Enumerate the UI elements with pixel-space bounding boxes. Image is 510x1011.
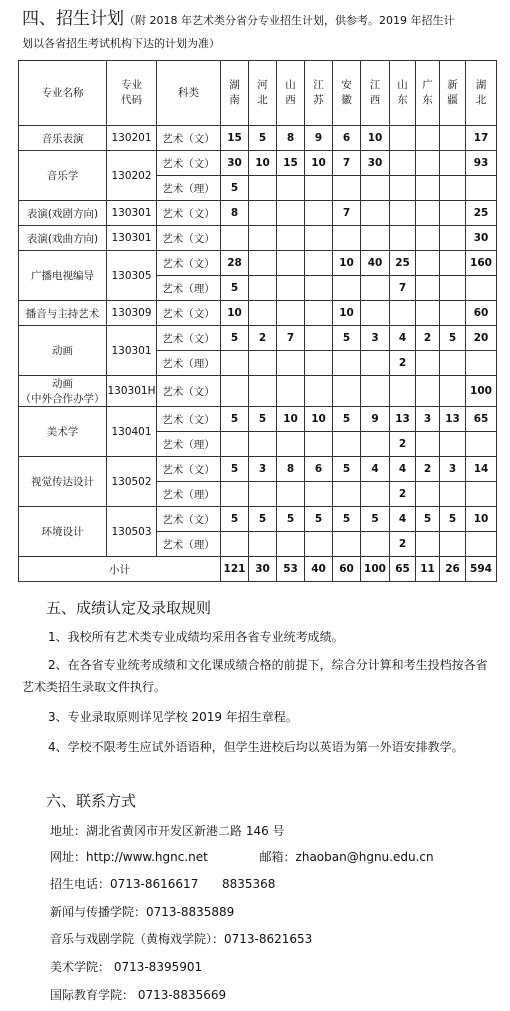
email-link[interactable]: zhaoban@hgnu.edu.cn: [295, 850, 434, 864]
quota-cell: [440, 176, 466, 201]
quota-cell: [390, 176, 416, 201]
quota-cell: [361, 226, 390, 251]
phone-number-2: 8835368: [221, 877, 276, 891]
quota-cell: 8: [221, 201, 249, 226]
quota-cell: [390, 301, 416, 326]
website-link[interactable]: http://www.hgnc.net: [86, 850, 208, 864]
quota-cell: [416, 251, 440, 276]
subtotal-cell: 65: [390, 557, 416, 582]
major-code-cell: 130309: [107, 301, 157, 326]
quota-cell: [440, 201, 466, 226]
major-code-cell: 130301H: [107, 376, 157, 407]
quota-cell: [305, 351, 333, 376]
major-name-cell: 环境设计: [19, 507, 107, 557]
category-cell: 艺术（文）: [157, 151, 221, 176]
section-4-note-line2: 划以各省招生考试机构下达的计划为准）: [22, 37, 220, 50]
table-row: [19, 326, 497, 351]
phone-label: 招生电话：: [50, 877, 111, 891]
quota-cell: [221, 226, 249, 251]
quota-cell: [416, 176, 440, 201]
quota-cell: [333, 376, 361, 407]
category-cell: 艺术（文）: [157, 376, 221, 407]
quota-cell: [466, 482, 497, 507]
quota-cell: [466, 176, 497, 201]
subtotal-row: [19, 557, 497, 582]
major-code-cell: 130301: [107, 226, 157, 251]
header-province: 广东: [416, 61, 440, 126]
rule-paragraph-2: 2、在各省专业统考成绩和文化课成绩合格的前提下，综合分计算和考生投档按各省艺术类招生录取文件执行。: [22, 658, 488, 694]
quota-cell: [305, 376, 333, 407]
quota-cell: 5: [333, 457, 361, 482]
quota-cell: [249, 276, 277, 301]
quota-cell: [416, 351, 440, 376]
major-name-cell: 音乐学: [19, 151, 107, 201]
quota-cell: [249, 532, 277, 557]
quota-cell: [277, 301, 305, 326]
header-province: 河北: [249, 61, 277, 126]
quota-cell: [333, 176, 361, 201]
category-cell: 艺术（理）: [157, 532, 221, 557]
table-row: [19, 201, 497, 226]
header-code: 专业代码: [107, 61, 157, 126]
quota-cell: [305, 482, 333, 507]
quota-cell: 10: [249, 151, 277, 176]
quota-cell: 25: [466, 201, 497, 226]
quota-cell: [249, 351, 277, 376]
quota-cell: 160: [466, 251, 497, 276]
quota-cell: 5: [249, 507, 277, 532]
quota-cell: [305, 201, 333, 226]
category-cell: 艺术（文）: [157, 507, 221, 532]
quota-cell: 25: [390, 251, 416, 276]
quota-cell: 28: [221, 251, 249, 276]
quota-cell: 5: [221, 276, 249, 301]
header-province: 山东: [390, 61, 416, 126]
header-category: 科类: [157, 61, 221, 126]
quota-cell: [277, 176, 305, 201]
table-header-row: [19, 61, 497, 126]
major-code-cell: 130502: [107, 457, 157, 507]
contact-art-school: 美术学院： 0713-8395901: [50, 960, 203, 974]
category-cell: 艺术（文）: [157, 407, 221, 432]
quota-cell: 2: [390, 482, 416, 507]
table-row: [19, 507, 497, 532]
rule-paragraph-1: 1、我校所有艺术类专业成绩均采用各省专业统考成绩。: [48, 630, 344, 644]
quota-cell: [416, 432, 440, 457]
quota-cell: 4: [361, 457, 390, 482]
quota-cell: [277, 532, 305, 557]
table-row: [19, 457, 497, 482]
quota-cell: [249, 432, 277, 457]
quota-cell: [277, 276, 305, 301]
category-cell: 艺术（理）: [157, 176, 221, 201]
quota-cell: [440, 432, 466, 457]
major-code-cell: 130301: [107, 201, 157, 226]
quota-cell: [390, 226, 416, 251]
major-name-cell: 表演(戏曲方向): [19, 226, 107, 251]
quota-cell: [361, 301, 390, 326]
contact-international-school: 国际教育学院： 0713-8835669: [50, 988, 227, 1002]
quota-cell: 5: [221, 507, 249, 532]
section-4-note-line1: （附 2018 年艺术类分省分专业招生计划，供参考。2019 年招生计: [124, 14, 455, 27]
header-province: 江苏: [305, 61, 333, 126]
quota-cell: [277, 482, 305, 507]
quota-cell: 13: [440, 407, 466, 432]
quota-cell: 5: [333, 407, 361, 432]
quota-cell: [416, 226, 440, 251]
contact-music-school: 音乐与戏剧学院（黄梅戏学院）：0713-8621653: [50, 932, 313, 946]
quota-cell: 3: [361, 326, 390, 351]
quota-cell: [305, 276, 333, 301]
major-name-cell: 广播电视编导: [19, 251, 107, 301]
quota-cell: [440, 351, 466, 376]
quota-cell: [277, 226, 305, 251]
quota-cell: [221, 376, 249, 407]
major-code-cell: 130301: [107, 326, 157, 376]
quota-cell: 17: [466, 126, 497, 151]
quota-cell: 7: [333, 151, 361, 176]
quota-cell: [361, 276, 390, 301]
quota-cell: [416, 532, 440, 557]
major-name-cell: 音乐表演: [19, 126, 107, 151]
quota-cell: 6: [305, 457, 333, 482]
quota-cell: [249, 482, 277, 507]
quota-cell: [416, 151, 440, 176]
quota-cell: [305, 176, 333, 201]
header-province: 湖南: [221, 61, 249, 126]
quota-cell: [249, 301, 277, 326]
subtotal-cell: 40: [305, 557, 333, 582]
quota-cell: 5: [361, 507, 390, 532]
quota-cell: 10: [221, 301, 249, 326]
quota-cell: [361, 432, 390, 457]
quota-cell: [305, 226, 333, 251]
quota-cell: 5: [221, 457, 249, 482]
quota-cell: [440, 226, 466, 251]
quota-cell: [440, 482, 466, 507]
quota-cell: 10: [466, 507, 497, 532]
quota-cell: [305, 301, 333, 326]
quota-cell: 10: [277, 407, 305, 432]
quota-cell: [249, 201, 277, 226]
quota-cell: 30: [221, 151, 249, 176]
category-cell: 艺术（文）: [157, 126, 221, 151]
enrollment-plan-table: [18, 60, 497, 582]
section-4-title: 四、招生计划: [22, 9, 124, 29]
quota-cell: 2: [390, 351, 416, 376]
quota-cell: [361, 351, 390, 376]
category-cell: 艺术（理）: [157, 482, 221, 507]
quota-cell: 3: [416, 407, 440, 432]
subtotal-cell: 60: [333, 557, 361, 582]
major-code-cell: 130202: [107, 151, 157, 201]
section-5-title: 五、成绩认定及录取规则: [46, 599, 212, 617]
quota-cell: 93: [466, 151, 497, 176]
table-row: [19, 251, 497, 276]
quota-cell: [416, 201, 440, 226]
quota-cell: [440, 376, 466, 407]
quota-cell: [249, 251, 277, 276]
quota-cell: [466, 532, 497, 557]
quota-cell: [333, 532, 361, 557]
quota-cell: [333, 226, 361, 251]
subtotal-cell: 53: [277, 557, 305, 582]
quota-cell: 5: [440, 326, 466, 351]
major-code-cell: 130305: [107, 251, 157, 301]
quota-cell: 2: [390, 532, 416, 557]
header-province: 山西: [277, 61, 305, 126]
quota-cell: 100: [466, 376, 497, 407]
quota-cell: 5: [277, 507, 305, 532]
quota-cell: 4: [390, 507, 416, 532]
quota-cell: [440, 251, 466, 276]
quota-cell: 6: [333, 126, 361, 151]
quota-cell: 10: [333, 251, 361, 276]
quota-cell: [249, 226, 277, 251]
header-province: 安徽: [333, 61, 361, 126]
quota-cell: [221, 351, 249, 376]
rule-paragraph-3: 3、专业录取原则详见学校 2019 年招生章程。: [48, 710, 298, 724]
section-4-heading: [22, 8, 502, 32]
contact-news-school: 新闻与传播学院：0713-8835889: [50, 905, 235, 919]
quota-cell: [361, 482, 390, 507]
quota-cell: [361, 201, 390, 226]
quota-cell: [221, 482, 249, 507]
quota-cell: 4: [390, 457, 416, 482]
table-row: [19, 407, 497, 432]
major-code-cell: 130401: [107, 407, 157, 457]
subtotal-cell: 30: [249, 557, 277, 582]
quota-cell: [416, 276, 440, 301]
major-code-cell: 130201: [107, 126, 157, 151]
quota-cell: [221, 532, 249, 557]
quota-cell: [305, 326, 333, 351]
table-row: [19, 226, 497, 251]
quota-cell: 7: [333, 201, 361, 226]
quota-cell: [361, 532, 390, 557]
quota-cell: 8: [277, 126, 305, 151]
quota-cell: [333, 351, 361, 376]
quota-cell: 5: [249, 126, 277, 151]
contact-phone-row: [50, 875, 275, 892]
major-name-cell: 表演(戏剧方向): [19, 201, 107, 226]
header-province: 湖北: [466, 61, 497, 126]
table-row: [19, 301, 497, 326]
quota-cell: 4: [390, 326, 416, 351]
quota-cell: 40: [361, 251, 390, 276]
quota-cell: 8: [277, 457, 305, 482]
quota-cell: [466, 432, 497, 457]
quota-cell: 14: [466, 457, 497, 482]
quota-cell: 5: [333, 507, 361, 532]
quota-cell: [249, 176, 277, 201]
quota-cell: 3: [249, 457, 277, 482]
subtotal-label: 小计: [19, 557, 221, 582]
quota-cell: 5: [221, 326, 249, 351]
quota-cell: [440, 276, 466, 301]
quota-cell: 9: [361, 407, 390, 432]
quota-cell: 5: [249, 407, 277, 432]
quota-cell: 13: [390, 407, 416, 432]
quota-cell: 2: [416, 457, 440, 482]
section-6-title: 六、联系方式: [46, 792, 137, 810]
rule-paragraph-4: 4、学校不限考生应试外语语种，但学生进校后均以英语为第一外语安排教学。: [48, 740, 464, 754]
subtotal-cell: 100: [361, 557, 390, 582]
quota-cell: 9: [305, 126, 333, 151]
quota-cell: 5: [416, 507, 440, 532]
quota-cell: 15: [277, 151, 305, 176]
major-code-cell: 130503: [107, 507, 157, 557]
quota-cell: [416, 301, 440, 326]
subtotal-cell: 121: [221, 557, 249, 582]
quota-cell: 5: [221, 407, 249, 432]
category-cell: 艺术（文）: [157, 251, 221, 276]
quota-cell: 65: [466, 407, 497, 432]
quota-cell: 7: [277, 326, 305, 351]
quota-cell: 5: [221, 176, 249, 201]
category-cell: 艺术（理）: [157, 276, 221, 301]
quota-cell: 7: [390, 276, 416, 301]
table-row: [19, 376, 497, 407]
contact-website-row: [50, 848, 434, 865]
quota-cell: 3: [440, 457, 466, 482]
category-cell: 艺术（理）: [157, 432, 221, 457]
phone-number-1: 0713-8616617: [110, 877, 199, 891]
quota-cell: [361, 376, 390, 407]
quota-cell: [466, 276, 497, 301]
header-province: 江西: [361, 61, 390, 126]
header-province: 新疆: [440, 61, 466, 126]
table-row: [19, 151, 497, 176]
quota-cell: 10: [305, 151, 333, 176]
quota-cell: [416, 126, 440, 151]
quota-cell: [361, 176, 390, 201]
quota-cell: [277, 251, 305, 276]
quota-cell: [277, 201, 305, 226]
quota-cell: [440, 151, 466, 176]
quota-cell: 60: [466, 301, 497, 326]
quota-cell: [440, 532, 466, 557]
quota-cell: [277, 376, 305, 407]
quota-cell: [390, 126, 416, 151]
quota-cell: [416, 482, 440, 507]
website-label: 网址：: [50, 850, 87, 864]
quota-cell: [390, 151, 416, 176]
quota-cell: [277, 351, 305, 376]
quota-cell: 5: [440, 507, 466, 532]
quota-cell: [466, 351, 497, 376]
quota-cell: [440, 301, 466, 326]
category-cell: 艺术（文）: [157, 226, 221, 251]
major-name-cell: 美术学: [19, 407, 107, 457]
major-name-cell: 动画 （中外合作办学）: [19, 376, 107, 407]
quota-cell: [416, 376, 440, 407]
quota-cell: 15: [221, 126, 249, 151]
quota-cell: [305, 251, 333, 276]
table-row: [19, 126, 497, 151]
quota-cell: 20: [466, 326, 497, 351]
category-cell: 艺术（文）: [157, 301, 221, 326]
contact-address: 地址：湖北省黄冈市开发区新港二路 146 号: [50, 824, 285, 838]
quota-cell: 30: [466, 226, 497, 251]
subtotal-cell: 26: [440, 557, 466, 582]
category-cell: 艺术（文）: [157, 326, 221, 351]
email-label: 邮箱：: [259, 850, 296, 864]
quota-cell: 10: [333, 301, 361, 326]
quota-cell: [249, 376, 277, 407]
quota-cell: 10: [305, 407, 333, 432]
quota-cell: [333, 482, 361, 507]
quota-cell: [440, 126, 466, 151]
major-name-cell: 动画: [19, 326, 107, 376]
category-cell: 艺术（文）: [157, 201, 221, 226]
subtotal-cell: 594: [466, 557, 497, 582]
quota-cell: [221, 432, 249, 457]
header-major: 专业名称: [19, 61, 107, 126]
subtotal-cell: 11: [416, 557, 440, 582]
quota-cell: 10: [361, 126, 390, 151]
quota-cell: [333, 432, 361, 457]
quota-cell: [390, 376, 416, 407]
quota-cell: 5: [333, 326, 361, 351]
quota-cell: [277, 432, 305, 457]
category-cell: 艺术（文）: [157, 457, 221, 482]
category-cell: 艺术（理）: [157, 351, 221, 376]
quota-cell: 2: [249, 326, 277, 351]
quota-cell: [390, 201, 416, 226]
quota-cell: 2: [416, 326, 440, 351]
quota-cell: 30: [361, 151, 390, 176]
major-name-cell: 视觉传达设计: [19, 457, 107, 507]
major-name-cell: 播音与主持艺术: [19, 301, 107, 326]
quota-cell: 5: [305, 507, 333, 532]
quota-cell: [333, 276, 361, 301]
quota-cell: [305, 532, 333, 557]
quota-cell: [305, 432, 333, 457]
quota-cell: 2: [390, 432, 416, 457]
